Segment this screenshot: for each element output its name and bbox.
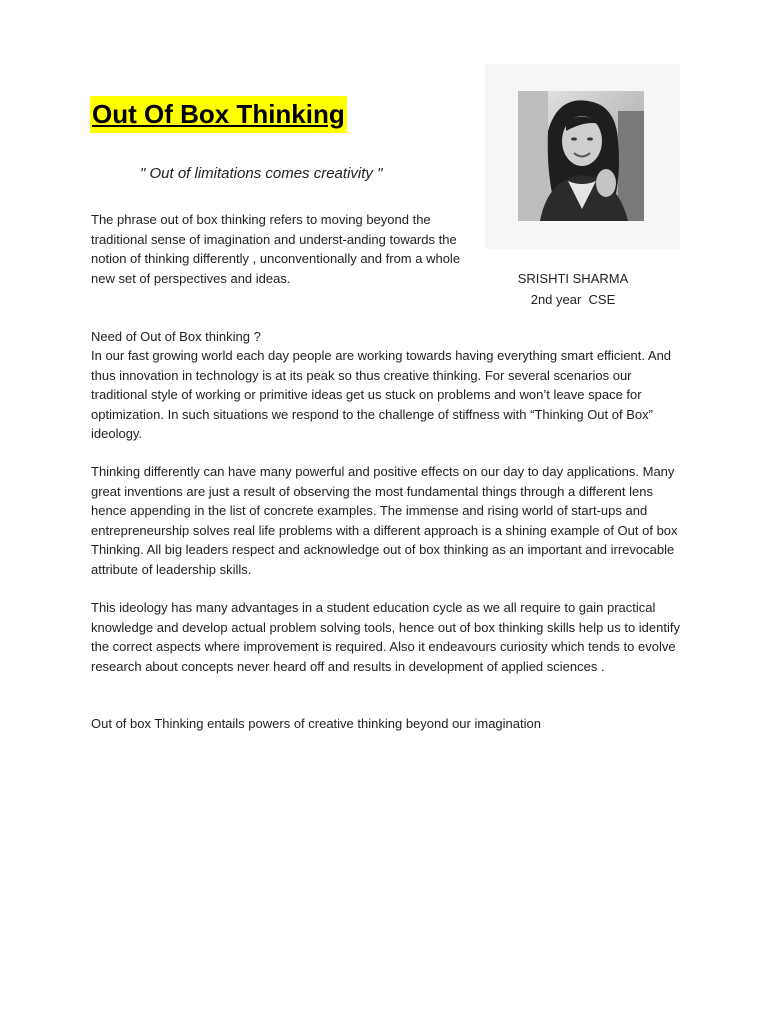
body-paragraph: Thinking differently can have many powerful and positive effects on our day to day applications. Many great inventions are just a result of observing the most fundamental things through a different lens hence appending in the list of concrete examples. The immense and rising world of start-ups and entrepreneurship solves real life problems with a different approach is a shining example of Out of box Thinking. All big leaders respect and acknowledge out of box thinking as an important and irrevocable attribute of leadership skills.: [91, 464, 678, 577]
quote: " Out of limitations comes creativity ": [140, 165, 383, 182]
intro-paragraph: The phrase out of box thinking refers to moving beyond the traditional sense of imagination and underst-anding towards the notion of thinking differently , unconventionally and from a whole new set of perspectives and ideas.: [91, 212, 461, 286]
author-caption: [505, 268, 641, 310]
author-name: SRISHTI SHARMA: [517, 271, 629, 286]
author-photo-frame: [485, 64, 680, 249]
author-year: 2nd year CSE: [530, 292, 616, 307]
body-paragraph: In our fast growing world each day people are working towards having everything smart efficient. And thus innovation in technology is at its peak so thus creative thinking. For several scenarios our traditional style of working or primitive ideas get us stuck on problems and won’t leave space for optimization. In such situations we respond to the challenge of stiffness with “Thinking Out of Box” ideology.: [91, 348, 672, 441]
document-title: Out Of Box Thinking: [90, 96, 347, 133]
body-paragraph: This ideology has many advantages in a student education cycle as we all require to gain practical knowledge and develop actual problem solving tools, hence out of box thinking skills help us to identify the correct aspects where improvement is required. Also it endeavours curiosity which tends to evolve research about concepts never heard off and results in development of applied sciences .: [91, 600, 680, 674]
author-photo: [518, 91, 644, 221]
closing-paragraph: Out of box Thinking entails powers of creative thinking beyond our imagination: [91, 716, 541, 731]
section-heading: Need of Out of Box thinking ?: [91, 329, 261, 344]
portrait-illustration: [518, 91, 644, 221]
